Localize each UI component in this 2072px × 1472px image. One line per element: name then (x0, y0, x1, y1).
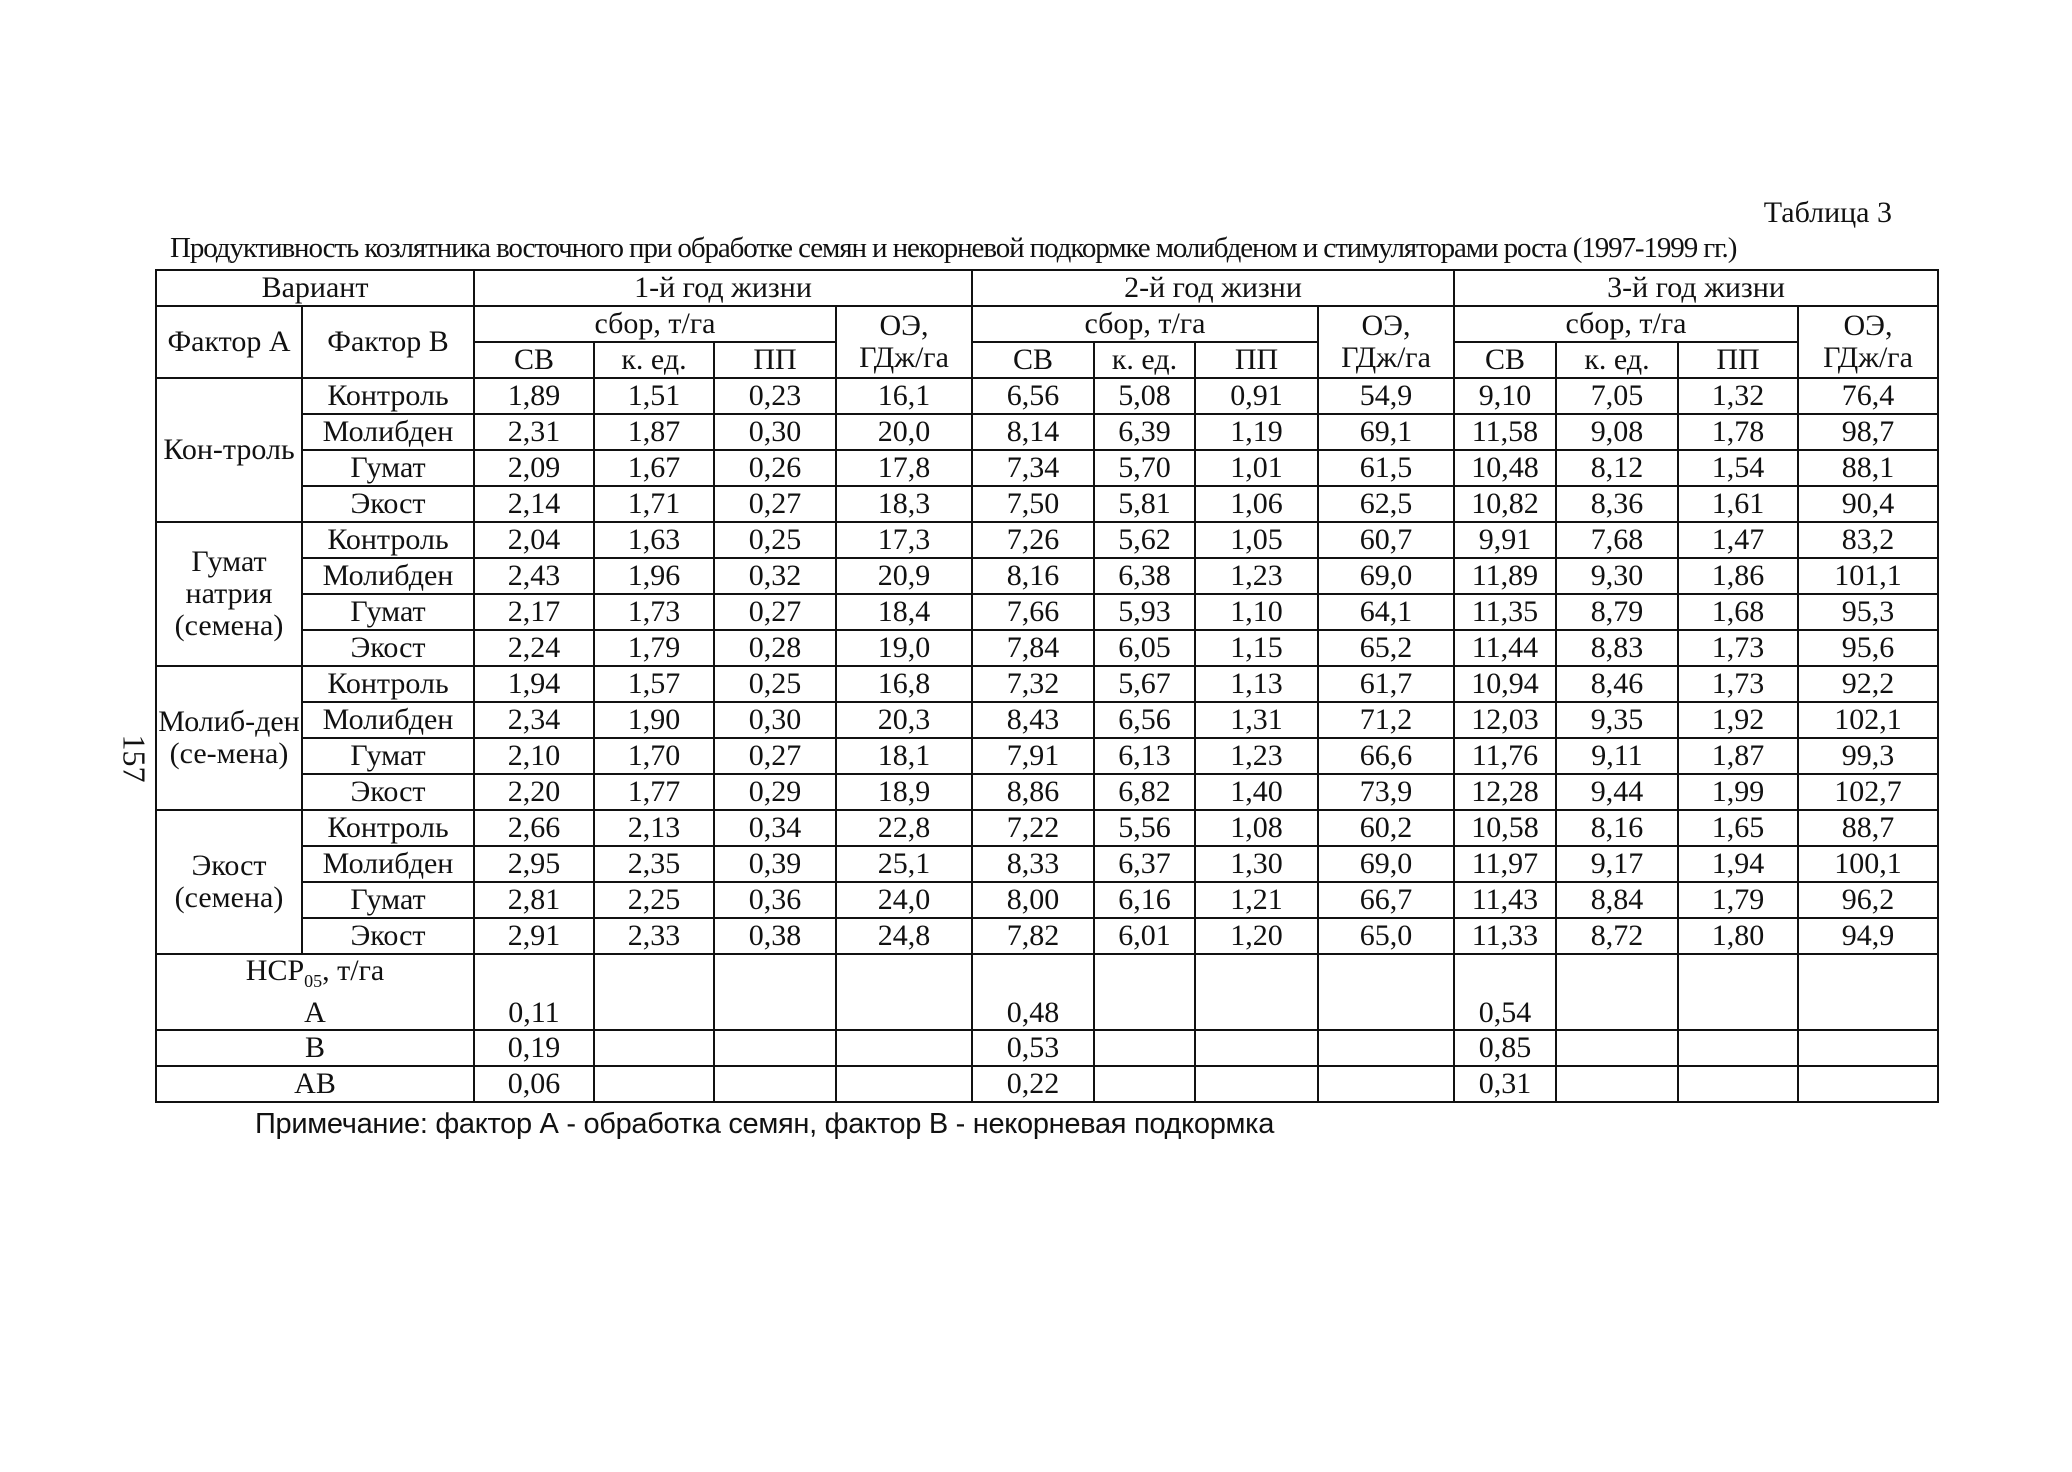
nsr-factor-cell: $НСР_{05}$, т/га А (156, 954, 474, 1030)
value-cell: 6,05 (1094, 630, 1195, 666)
factor-b-cell: Гумат (302, 594, 474, 630)
value-cell: 2,31 (474, 414, 594, 450)
value-cell: 95,3 (1798, 594, 1938, 630)
value-cell: 69,0 (1318, 558, 1454, 594)
value-cell: 19,0 (836, 630, 972, 666)
value-cell: 10,94 (1454, 666, 1556, 702)
value-cell: 1,32 (1678, 378, 1798, 414)
oe-header: ОЭ, ГДж/га (1798, 306, 1938, 378)
value-cell: 2,25 (594, 882, 714, 918)
value-cell: 0,28 (714, 630, 836, 666)
value-cell: 2,35 (594, 846, 714, 882)
value-cell: 90,4 (1798, 486, 1938, 522)
value-cell: 1,63 (594, 522, 714, 558)
value-cell: 66,7 (1318, 882, 1454, 918)
value-cell: 8,83 (1556, 630, 1678, 666)
sbor-header: сбор, т/га (972, 306, 1318, 342)
table-row (156, 594, 1938, 630)
value-cell: 61,7 (1318, 666, 1454, 702)
value-cell: 0,34 (714, 810, 836, 846)
page-number: 157 (116, 734, 153, 783)
value-cell: 7,50 (972, 486, 1094, 522)
value-cell: 7,68 (1556, 522, 1678, 558)
value-cell: 2,17 (474, 594, 594, 630)
value-cell: 5,08 (1094, 378, 1195, 414)
value-cell: 62,5 (1318, 486, 1454, 522)
nsr-value-cell: 0,54 (1454, 954, 1556, 1030)
table-row (156, 414, 1938, 450)
value-cell: 0,27 (714, 738, 836, 774)
value-cell: 1,67 (594, 450, 714, 486)
empty-cell (1094, 954, 1195, 1030)
value-cell: 9,35 (1556, 702, 1678, 738)
value-cell: 0,39 (714, 846, 836, 882)
table-row (156, 522, 1938, 558)
factor-b-cell: Молибден (302, 846, 474, 882)
pp-header: ПП (1195, 342, 1318, 378)
value-cell: 2,24 (474, 630, 594, 666)
value-cell: 7,91 (972, 738, 1094, 774)
value-cell: 0,38 (714, 918, 836, 954)
value-cell: 11,58 (1454, 414, 1556, 450)
value-cell: 9,08 (1556, 414, 1678, 450)
value-cell: 6,56 (972, 378, 1094, 414)
nsr-factor-cell: В (156, 1030, 474, 1066)
value-cell: 18,9 (836, 774, 972, 810)
value-cell: 6,37 (1094, 846, 1195, 882)
value-cell: 11,97 (1454, 846, 1556, 882)
value-cell: 1,31 (1195, 702, 1318, 738)
value-cell: 1,05 (1195, 522, 1318, 558)
value-cell: 1,10 (1195, 594, 1318, 630)
value-cell: 5,67 (1094, 666, 1195, 702)
value-cell: 18,4 (836, 594, 972, 630)
value-cell: 1,86 (1678, 558, 1798, 594)
value-cell: 2,81 (474, 882, 594, 918)
value-cell: 17,8 (836, 450, 972, 486)
value-cell: 2,20 (474, 774, 594, 810)
empty-cell (1195, 1066, 1318, 1102)
sv-header: СВ (474, 342, 594, 378)
value-cell: 1,96 (594, 558, 714, 594)
value-cell: 1,13 (1195, 666, 1318, 702)
value-cell: 20,9 (836, 558, 972, 594)
value-cell: 1,92 (1678, 702, 1798, 738)
header-row-2 (156, 306, 1938, 342)
value-cell: 2,43 (474, 558, 594, 594)
value-cell: 10,82 (1454, 486, 1556, 522)
year-2-header: 2-й год жизни (972, 270, 1454, 306)
value-cell: 18,3 (836, 486, 972, 522)
empty-cell (836, 1066, 972, 1102)
value-cell: 5,70 (1094, 450, 1195, 486)
value-cell: 1,77 (594, 774, 714, 810)
value-cell: 18,1 (836, 738, 972, 774)
value-cell: 8,84 (1556, 882, 1678, 918)
empty-cell (714, 954, 836, 1030)
empty-cell (1678, 1030, 1798, 1066)
value-cell: 8,72 (1556, 918, 1678, 954)
value-cell: 2,91 (474, 918, 594, 954)
table-title: Продуктивность козлятника восточного при обработке семян и некорневой подкормке молибденом и стимуляторами роста (1997-1999 гг.) (170, 232, 1737, 264)
value-cell: 1,23 (1195, 558, 1318, 594)
sv-header: СВ (972, 342, 1094, 378)
value-cell: 1,73 (1678, 630, 1798, 666)
empty-cell (1195, 1030, 1318, 1066)
value-cell: 0,26 (714, 450, 836, 486)
nsr-value-cell: 0,53 (972, 1030, 1094, 1066)
factor-b-cell: Молибден (302, 414, 474, 450)
value-cell: 94,9 (1798, 918, 1938, 954)
value-cell: 88,7 (1798, 810, 1938, 846)
empty-cell (1318, 1066, 1454, 1102)
value-cell: 2,95 (474, 846, 594, 882)
table-row (156, 702, 1938, 738)
value-cell: 1,40 (1195, 774, 1318, 810)
value-cell: 95,6 (1798, 630, 1938, 666)
oe-header: ОЭ, ГДж/га (836, 306, 972, 378)
factor-b-header: Фактор В (302, 306, 474, 378)
factor-b-cell: Экост (302, 918, 474, 954)
value-cell: 83,2 (1798, 522, 1938, 558)
value-cell: 24,8 (836, 918, 972, 954)
empty-cell (1678, 954, 1798, 1030)
value-cell: 96,2 (1798, 882, 1938, 918)
value-cell: 1,01 (1195, 450, 1318, 486)
value-cell: 0,27 (714, 486, 836, 522)
factor-b-cell: Гумат (302, 882, 474, 918)
value-cell: 5,81 (1094, 486, 1195, 522)
value-cell: 8,79 (1556, 594, 1678, 630)
value-cell: 92,2 (1798, 666, 1938, 702)
empty-cell (1094, 1066, 1195, 1102)
value-cell: 9,17 (1556, 846, 1678, 882)
value-cell: 7,66 (972, 594, 1094, 630)
value-cell: 2,09 (474, 450, 594, 486)
value-cell: 5,93 (1094, 594, 1195, 630)
value-cell: 1,79 (594, 630, 714, 666)
value-cell: 1,71 (594, 486, 714, 522)
productivity-table (155, 269, 1939, 1103)
value-cell: 20,0 (836, 414, 972, 450)
value-cell: 25,1 (836, 846, 972, 882)
value-cell: 8,86 (972, 774, 1094, 810)
table-row (156, 630, 1938, 666)
nsr-value-cell: 0,19 (474, 1030, 594, 1066)
nsr-row (156, 1030, 1938, 1066)
pp-header: ПП (714, 342, 836, 378)
value-cell: 6,16 (1094, 882, 1195, 918)
value-cell: 9,10 (1454, 378, 1556, 414)
factor-b-cell: Контроль (302, 378, 474, 414)
factor-b-cell: Гумат (302, 738, 474, 774)
value-cell: 98,7 (1798, 414, 1938, 450)
empty-cell (1094, 1030, 1195, 1066)
empty-cell (1556, 954, 1678, 1030)
nsr-factor-cell: АВ (156, 1066, 474, 1102)
factor-b-cell: Контроль (302, 522, 474, 558)
value-cell: 1,08 (1195, 810, 1318, 846)
value-cell: 7,84 (972, 630, 1094, 666)
value-cell: 1,30 (1195, 846, 1318, 882)
value-cell: 11,44 (1454, 630, 1556, 666)
value-cell: 1,19 (1195, 414, 1318, 450)
nsr-label: $НСР_{05}$, т/га (245, 954, 385, 991)
value-cell: 69,0 (1318, 846, 1454, 882)
nsr-value-cell: 0,11 (474, 954, 594, 1030)
value-cell: 8,43 (972, 702, 1094, 738)
table-row (156, 810, 1938, 846)
value-cell: 1,68 (1678, 594, 1798, 630)
table-note: Примечание: фактор А - обработка семян, фактор В - некорневая подкормка (255, 1108, 1275, 1140)
value-cell: 1,15 (1195, 630, 1318, 666)
value-cell: 0,25 (714, 666, 836, 702)
empty-cell (594, 954, 714, 1030)
table-row (156, 378, 1938, 414)
oe-header: ОЭ, ГДж/га (1318, 306, 1454, 378)
value-cell: 10,48 (1454, 450, 1556, 486)
empty-cell (1556, 1066, 1678, 1102)
value-cell: 1,94 (474, 666, 594, 702)
value-cell: 9,44 (1556, 774, 1678, 810)
value-cell: 12,28 (1454, 774, 1556, 810)
sv-header: СВ (1454, 342, 1556, 378)
factor-b-cell: Экост (302, 774, 474, 810)
value-cell: 6,82 (1094, 774, 1195, 810)
value-cell: 1,65 (1678, 810, 1798, 846)
table-row (156, 666, 1938, 702)
empty-cell (714, 1030, 836, 1066)
value-cell: 60,7 (1318, 522, 1454, 558)
value-cell: 1,57 (594, 666, 714, 702)
empty-cell (1798, 954, 1938, 1030)
value-cell: 64,1 (1318, 594, 1454, 630)
factor-a-cell: Экост (семена) (156, 810, 302, 954)
value-cell: 60,2 (1318, 810, 1454, 846)
value-cell: 8,16 (1556, 810, 1678, 846)
value-cell: 101,1 (1798, 558, 1938, 594)
value-cell: 2,10 (474, 738, 594, 774)
value-cell: 76,4 (1798, 378, 1938, 414)
value-cell: 5,62 (1094, 522, 1195, 558)
ked-header: к. ед. (1094, 342, 1195, 378)
table-label: Таблица 3 (1763, 196, 1892, 229)
nsr-row (156, 954, 1938, 1030)
pp-header: ПП (1678, 342, 1798, 378)
value-cell: 1,73 (1678, 666, 1798, 702)
value-cell: 2,13 (594, 810, 714, 846)
value-cell: 1,06 (1195, 486, 1318, 522)
empty-cell (1195, 954, 1318, 1030)
value-cell: 2,04 (474, 522, 594, 558)
year-3-header: 3-й год жизни (1454, 270, 1938, 306)
factor-a-cell: Кон-троль (156, 378, 302, 522)
factor-b-cell: Экост (302, 630, 474, 666)
factor-b-cell: Гумат (302, 450, 474, 486)
value-cell: 1,78 (1678, 414, 1798, 450)
empty-cell (1318, 954, 1454, 1030)
value-cell: 1,89 (474, 378, 594, 414)
nsr-row (156, 1066, 1938, 1102)
value-cell: 1,90 (594, 702, 714, 738)
table-row (156, 918, 1938, 954)
value-cell: 7,32 (972, 666, 1094, 702)
value-cell: 0,27 (714, 594, 836, 630)
factor-a-cell: Гумат натрия (семена) (156, 522, 302, 666)
value-cell: 1,80 (1678, 918, 1798, 954)
value-cell: 11,35 (1454, 594, 1556, 630)
value-cell: 0,36 (714, 882, 836, 918)
value-cell: 88,1 (1798, 450, 1938, 486)
ked-header: к. ед. (1556, 342, 1678, 378)
value-cell: 0,32 (714, 558, 836, 594)
value-cell: 100,1 (1798, 846, 1938, 882)
value-cell: 11,33 (1454, 918, 1556, 954)
factor-a-header: Фактор А (156, 306, 302, 378)
empty-cell (714, 1066, 836, 1102)
nsr-value-cell: 0,48 (972, 954, 1094, 1030)
value-cell: 6,39 (1094, 414, 1195, 450)
value-cell: 7,26 (972, 522, 1094, 558)
value-cell: 0,30 (714, 702, 836, 738)
value-cell: 1,21 (1195, 882, 1318, 918)
empty-cell (1798, 1030, 1938, 1066)
factor-a-cell: Молиб-ден (се-мена) (156, 666, 302, 810)
empty-cell (1556, 1030, 1678, 1066)
value-cell: 8,36 (1556, 486, 1678, 522)
value-cell: 73,9 (1318, 774, 1454, 810)
factor-b-cell: Контроль (302, 666, 474, 702)
value-cell: 11,89 (1454, 558, 1556, 594)
nsr-value-cell: 0,31 (1454, 1066, 1556, 1102)
value-cell: 71,2 (1318, 702, 1454, 738)
ked-header: к. ед. (594, 342, 714, 378)
value-cell: 1,61 (1678, 486, 1798, 522)
value-cell: 8,33 (972, 846, 1094, 882)
value-cell: 5,56 (1094, 810, 1195, 846)
table-row (156, 558, 1938, 594)
empty-cell (836, 954, 972, 1030)
value-cell: 22,8 (836, 810, 972, 846)
value-cell: 24,0 (836, 882, 972, 918)
value-cell: 1,99 (1678, 774, 1798, 810)
nsr-value-cell: 0,22 (972, 1066, 1094, 1102)
value-cell: 8,16 (972, 558, 1094, 594)
value-cell: 2,34 (474, 702, 594, 738)
nsr-value-cell: 0,06 (474, 1066, 594, 1102)
factor-b-cell: Экост (302, 486, 474, 522)
value-cell: 6,13 (1094, 738, 1195, 774)
value-cell: 1,51 (594, 378, 714, 414)
value-cell: 54,9 (1318, 378, 1454, 414)
value-cell: 16,1 (836, 378, 972, 414)
value-cell: 2,33 (594, 918, 714, 954)
value-cell: 1,79 (1678, 882, 1798, 918)
value-cell: 0,29 (714, 774, 836, 810)
value-cell: 65,2 (1318, 630, 1454, 666)
value-cell: 9,30 (1556, 558, 1678, 594)
value-cell: 1,73 (594, 594, 714, 630)
sbor-header: сбор, т/га (1454, 306, 1798, 342)
value-cell: 61,5 (1318, 450, 1454, 486)
value-cell: 66,6 (1318, 738, 1454, 774)
value-cell: 17,3 (836, 522, 972, 558)
value-cell: 7,05 (1556, 378, 1678, 414)
value-cell: 1,47 (1678, 522, 1798, 558)
factor-b-cell: Молибден (302, 702, 474, 738)
empty-cell (1678, 1066, 1798, 1102)
value-cell: 0,30 (714, 414, 836, 450)
value-cell: 6,56 (1094, 702, 1195, 738)
value-cell: 65,0 (1318, 918, 1454, 954)
value-cell: 1,70 (594, 738, 714, 774)
nsr-value-cell: 0,85 (1454, 1030, 1556, 1066)
value-cell: 8,12 (1556, 450, 1678, 486)
table-row (156, 450, 1938, 486)
value-cell: 0,23 (714, 378, 836, 414)
table-row (156, 846, 1938, 882)
year-1-header: 1-й год жизни (474, 270, 972, 306)
variant-header: Вариант (156, 270, 474, 306)
value-cell: 2,14 (474, 486, 594, 522)
empty-cell (836, 1030, 972, 1066)
value-cell: 102,1 (1798, 702, 1938, 738)
value-cell: 1,20 (1195, 918, 1318, 954)
value-cell: 7,34 (972, 450, 1094, 486)
value-cell: 1,87 (1678, 738, 1798, 774)
value-cell: 7,22 (972, 810, 1094, 846)
value-cell: 99,3 (1798, 738, 1938, 774)
header-row-1 (156, 270, 1938, 306)
empty-cell (594, 1030, 714, 1066)
value-cell: 2,66 (474, 810, 594, 846)
value-cell: 0,91 (1195, 378, 1318, 414)
value-cell: 12,03 (1454, 702, 1556, 738)
value-cell: 8,46 (1556, 666, 1678, 702)
sbor-header: сбор, т/га (474, 306, 836, 342)
table-row (156, 738, 1938, 774)
value-cell: 1,23 (1195, 738, 1318, 774)
value-cell: 16,8 (836, 666, 972, 702)
value-cell: 9,11 (1556, 738, 1678, 774)
empty-cell (594, 1066, 714, 1102)
value-cell: 9,91 (1454, 522, 1556, 558)
value-cell: 0,25 (714, 522, 836, 558)
value-cell: 6,01 (1094, 918, 1195, 954)
value-cell: 69,1 (1318, 414, 1454, 450)
empty-cell (1798, 1066, 1938, 1102)
factor-b-cell: Контроль (302, 810, 474, 846)
factor-b-cell: Молибден (302, 558, 474, 594)
value-cell: 10,58 (1454, 810, 1556, 846)
value-cell: 7,82 (972, 918, 1094, 954)
table-row (156, 774, 1938, 810)
value-cell: 11,43 (1454, 882, 1556, 918)
value-cell: 1,87 (594, 414, 714, 450)
empty-cell (1318, 1030, 1454, 1066)
value-cell: 20,3 (836, 702, 972, 738)
value-cell: 8,00 (972, 882, 1094, 918)
value-cell: 1,94 (1678, 846, 1798, 882)
value-cell: 6,38 (1094, 558, 1195, 594)
table-row (156, 882, 1938, 918)
table-row (156, 486, 1938, 522)
value-cell: 102,7 (1798, 774, 1938, 810)
value-cell: 11,76 (1454, 738, 1556, 774)
value-cell: 8,14 (972, 414, 1094, 450)
value-cell: 1,54 (1678, 450, 1798, 486)
